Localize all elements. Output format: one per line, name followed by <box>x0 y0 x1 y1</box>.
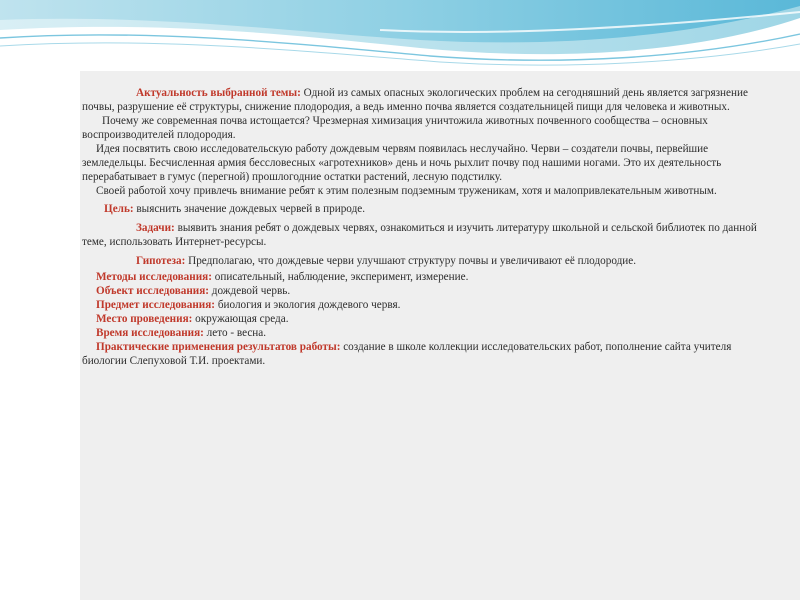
paragraph-3: Идея посвятить свою исследовательскую работу дождевым червям появилась неслучайно. Черви – создатели почвы, первейшие земледельцы. Бесчисленная армия бессловесных «агротехников» день и ночь рыхлит почву под нашими ногами. Это их деятельность перерабатывает в гумус (перегной) прошлогодние остатки растений, лесную подстилку. <box>82 143 722 183</box>
hypothesis-paragraph <box>82 254 762 268</box>
paragraph-2: Почему же современная почва истощается? Чрезмерная химизация уничтожила животных почвенного сообщества – основных воспроизводителей плодородия. <box>82 115 708 141</box>
decorative-waves <box>0 0 800 70</box>
tasks-text: выявить знания ребят о дождевых червях, ознакомиться и изучить литературу школьной и сельской библиотек по данной теме, использовать Интернет-ресурсы. <box>82 222 757 248</box>
place-text: окружающая среда. <box>192 313 289 325</box>
methods-text: описательный, наблюдение, эксперимент, измерение. <box>211 271 469 283</box>
tasks-label: Задачи: <box>136 222 175 234</box>
slide-text <box>82 86 762 368</box>
object-text: дождевой червь. <box>209 285 291 297</box>
goal-label: Цель: <box>104 203 134 215</box>
hypothesis-label: Гипотеза: <box>136 255 186 267</box>
time-text: лето - весна. <box>203 327 267 339</box>
goal-text: выяснить значение дождевых червей в природе. <box>133 203 366 215</box>
place-label: Место проведения: <box>96 313 193 325</box>
subject-label: Предмет исследования: <box>96 299 216 311</box>
object-paragraph <box>82 284 762 298</box>
relevance-label: Актуальность выбранной темы: <box>136 87 301 99</box>
paragraph-4: Своей работой хочу привлечь внимание ребят к этим полезным подземным труженикам, хотя и малопривлекательным животным. <box>96 185 717 197</box>
subject-text: биология и экология дождевого червя. <box>215 299 401 311</box>
methods-paragraph <box>82 270 762 284</box>
wave-line-2 <box>0 43 800 65</box>
relevance-text: Одной из самых опасных экологических проблем на сегодняшний день является загрязнение почвы, разрушение её структуры, снижение плодородия, а ведь именно почва является создательницей пищи для человека и животных. <box>82 87 748 113</box>
tasks-paragraph <box>82 221 762 249</box>
object-label: Объект исследования: <box>96 285 209 297</box>
practical-paragraph <box>82 340 762 368</box>
hypothesis-text: Предполагаю, что дождевые черви улучшают структуру почвы и увеличивают её плодородие. <box>185 255 637 267</box>
goal-paragraph <box>82 202 762 216</box>
time-paragraph <box>82 326 762 340</box>
place-paragraph <box>82 312 762 326</box>
subject-paragraph <box>82 298 762 312</box>
relevance-paragraph <box>82 86 762 114</box>
methods-label: Методы исследования: <box>96 271 212 283</box>
practical-text: создание в школе коллекции исследовательских работ, пополнение сайта учителя биологии Слепуховой Т.И. проектами. <box>82 341 732 367</box>
practical-label: Практические применения результатов работы: <box>96 341 341 353</box>
time-label: Время исследования: <box>96 327 204 339</box>
